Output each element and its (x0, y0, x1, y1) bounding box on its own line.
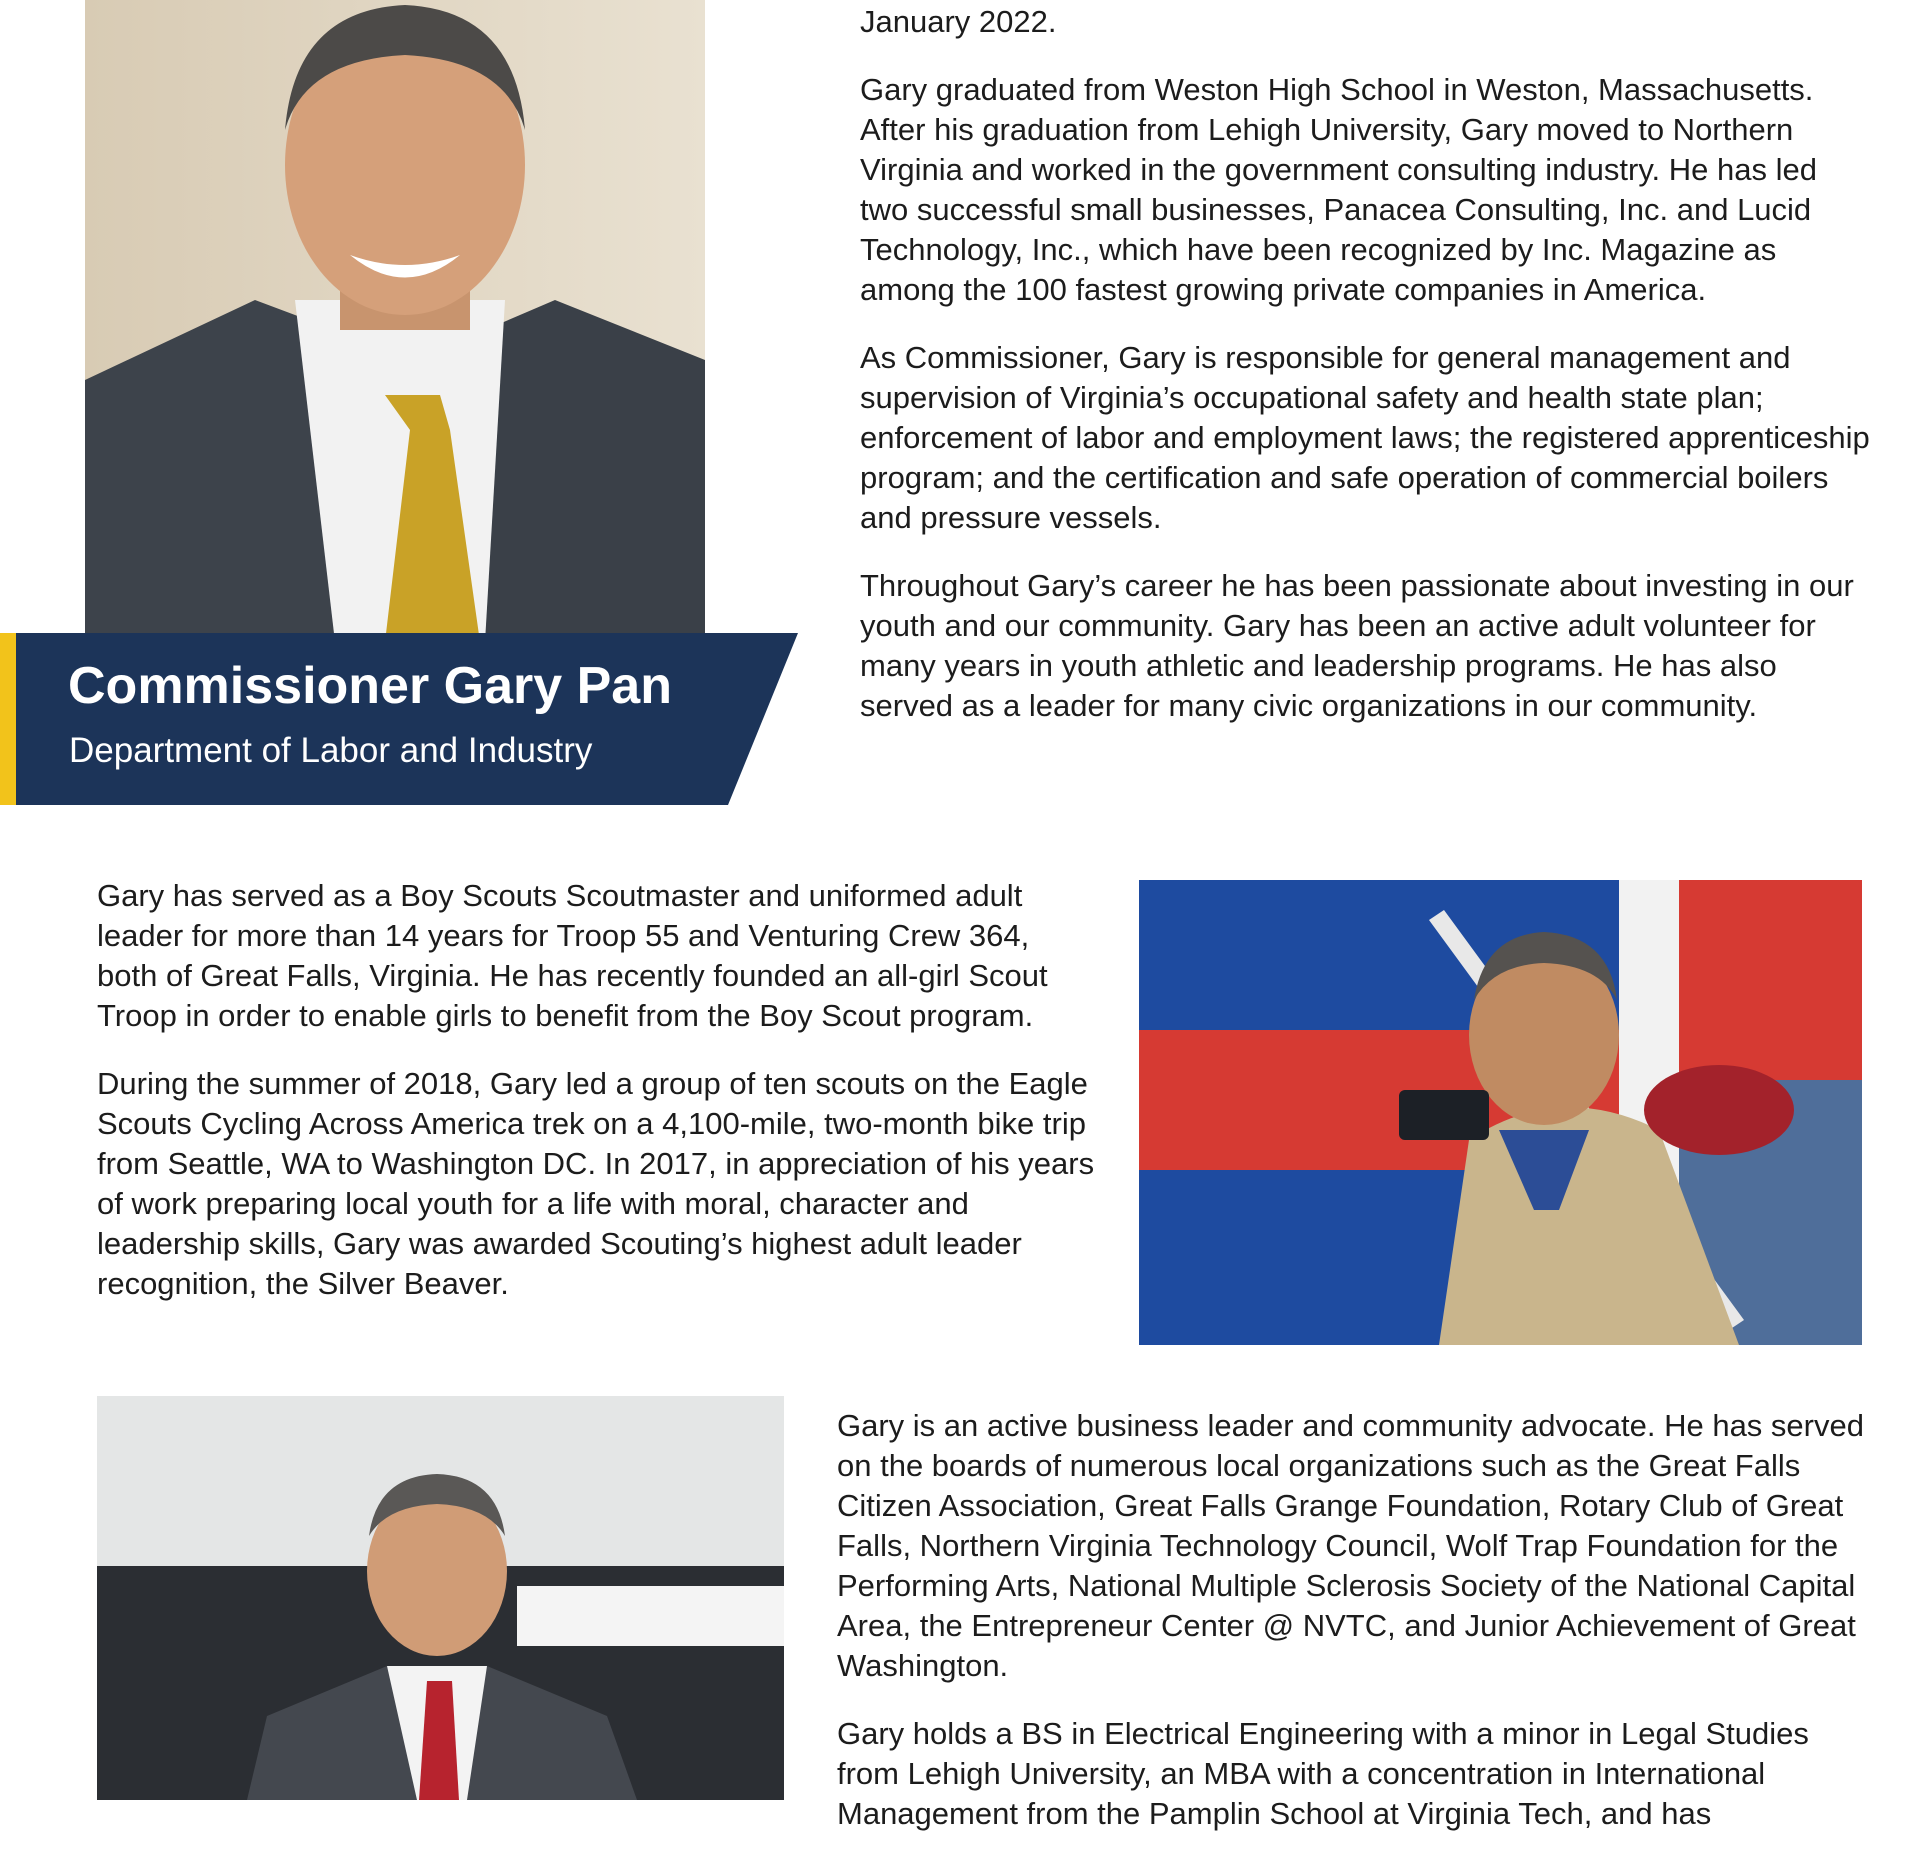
scouting-photo (1139, 880, 1862, 1345)
speaking-photo (97, 1396, 784, 1800)
portrait-photo (85, 0, 705, 642)
scouting-text (97, 876, 1097, 1332)
community-paragraph-boards: Gary is an active business leader and community advocate. He has served on the boards of numerous local organizations such as the Great Falls Citizen Association, Great Falls Grange Foundation, Rotary Club of Great Falls, Northern Virginia Technology Council, Wolf Trap Foundation for the Performing Arts, National Multiple Sclerosis Society of the National Capital Area, the Entrepreneur Center @ NVTC, and Junior Achievement of Great Washington. (837, 1408, 1864, 1683)
intro-paragraph-education: Gary graduated from Weston High School in Weston, Massachusetts. After his graduation from Lehigh University, Gary moved to Northern Virginia and worked in the government consulting industry. He has led two successful small businesses, Panacea Consulting, Inc. and Lucid Technology, Inc., which have been recognized by Inc. Magazine as among the 100 fastest growing private companies in America. (860, 72, 1817, 307)
scouting-paragraph-cycling: During the summer of 2018, Gary led a group of ten scouts on the Eagle Scouts Cycling Across America trek on a 4,100-mile, two-month bike trip from Seattle, WA to Washington DC. In 2017, in appreciation of his years of work preparing local youth for a life with moral, character and leadership skills, Gary was awarded Scouting’s highest adult leader recognition, the Silver Beaver. (97, 1066, 1095, 1301)
intro-lead: January 2022. (860, 4, 1057, 39)
scouting-paragraph-troop: Gary has served as a Boy Scouts Scoutmaster and uniformed adult leader for more than 14 years for Troop 55 and Venturing Crew 364, both of Great Falls, Virginia. He has recently founded an all-girl Scout Troop in order to enable girls to benefit from the Boy Scout program. (97, 878, 1048, 1033)
community-text (837, 1406, 1872, 1862)
intro-paragraph-role: As Commissioner, Gary is responsible for general management and supervision of Virginia’s occupational safety and health state plan; enforcement of labor and employment laws; the registered apprenticeship program; and the certification and safe operation of commercial boilers and pressure vessels. (860, 340, 1870, 535)
commissioner-name: Commissioner Gary Pan (68, 657, 672, 715)
intro-text (860, 2, 1870, 754)
community-paragraph-education: Gary holds a BS in Electrical Engineering with a minor in Legal Studies from Lehigh University, an MBA with a concentration in International Management from the Pamplin School at Virginia Tech, and has (837, 1716, 1809, 1831)
department-name: Department of Labor and Industry (69, 731, 593, 770)
banner-accent-bar (0, 633, 16, 805)
intro-paragraph-community: Throughout Gary’s career he has been passionate about investing in our youth and our community. Gary has been an active adult volunteer for many years in youth athletic and leadership programs. He has also served as a leader for many civic organizations in our community. (860, 568, 1854, 723)
